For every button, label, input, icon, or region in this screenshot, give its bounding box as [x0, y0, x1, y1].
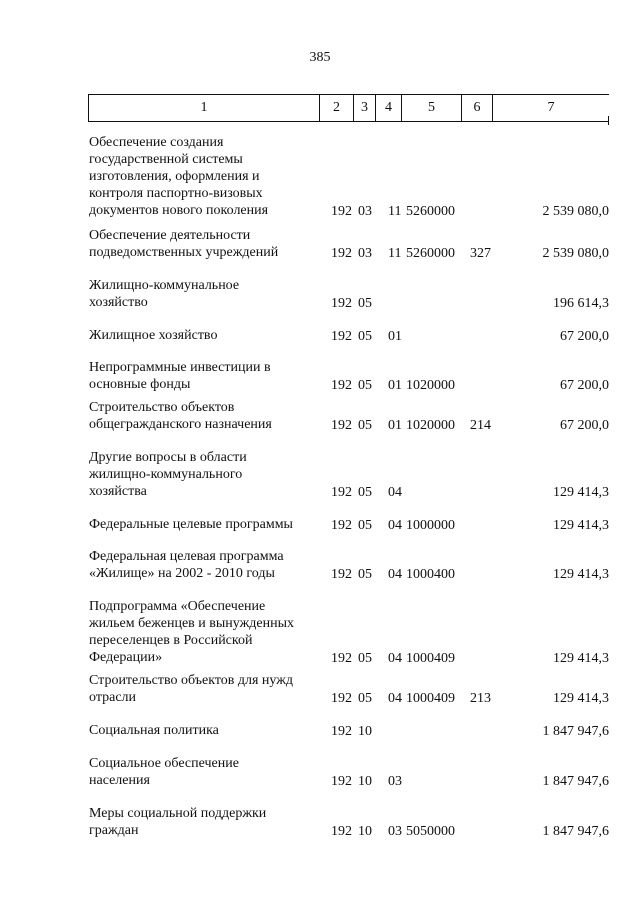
table-row [0, 227, 640, 262]
table-row [0, 449, 640, 501]
table-row [0, 672, 640, 707]
row-cell-2: 192 [331, 204, 352, 219]
row-name: Строительство объектов для нужд отрасли [89, 673, 294, 705]
row-name: Жилищно-коммунальное хозяйство [89, 278, 240, 310]
row-cell-7: 1 847 947,6 [542, 774, 609, 789]
row-cell-6: 214 [470, 418, 491, 433]
row-cell-7: 129 414,3 [553, 567, 609, 582]
row-cell-2: 192 [331, 824, 352, 839]
row-cell-5: 1000409 [406, 651, 455, 666]
row-cell-7: 67 200,0 [560, 378, 609, 393]
row-cell-3: 03 [358, 246, 372, 261]
header-right-tick [608, 116, 609, 125]
row-cell-5: 5260000 [406, 246, 455, 261]
row-cell-7: 1 847 947,6 [542, 824, 609, 839]
row-cell-7: 1 847 947,6 [542, 724, 609, 739]
row-name: Другие вопросы в области жилищно-коммунального хозяйства [89, 450, 247, 499]
table-row [0, 399, 640, 434]
row-cell-3: 05 [358, 296, 372, 311]
table-row [0, 805, 640, 840]
table-row [0, 598, 640, 667]
row-cell-7: 2 539 080,0 [542, 204, 609, 219]
row-name: Меры социальной поддержки граждан [89, 806, 267, 838]
row-cell-4: 04 [388, 691, 402, 706]
row-name: Социальная политика [89, 723, 219, 738]
row-cell-3: 05 [358, 567, 372, 582]
row-cell-4: 11 [388, 246, 402, 261]
row-cell-7: 196 614,3 [553, 296, 609, 311]
table-row [0, 755, 640, 790]
row-cell-5: 1020000 [406, 418, 455, 433]
row-name: Жилищное хозяйство [89, 328, 218, 343]
row-cell-7: 129 414,3 [553, 518, 609, 533]
row-cell-3: 10 [358, 824, 372, 839]
row-name: Обеспечение деятельности подведомственных учреждений [89, 228, 279, 260]
row-cell-7: 67 200,0 [560, 329, 609, 344]
header-col-3: 3 [353, 94, 375, 121]
row-cell-2: 192 [331, 651, 352, 666]
row-cell-7: 129 414,3 [553, 691, 609, 706]
row-cell-3: 10 [358, 724, 372, 739]
row-cell-3: 05 [358, 418, 372, 433]
row-cell-4: 04 [388, 567, 402, 582]
table-row [0, 327, 640, 345]
row-cell-4: 04 [388, 485, 402, 500]
row-cell-4: 01 [388, 329, 402, 344]
row-cell-4: 04 [388, 518, 402, 533]
row-cell-2: 192 [331, 774, 352, 789]
row-name: Строительство объектов общегражданского назначения [89, 400, 272, 432]
row-cell-3: 05 [358, 329, 372, 344]
row-cell-5: 5050000 [406, 824, 455, 839]
row-name: Федеральная целевая программа «Жилище» на 2002 - 2010 годы [89, 549, 284, 581]
row-cell-3: 03 [358, 204, 372, 219]
row-cell-6: 213 [470, 691, 491, 706]
row-cell-2: 192 [331, 329, 352, 344]
row-cell-7: 67 200,0 [560, 418, 609, 433]
row-cell-2: 192 [331, 567, 352, 582]
row-cell-3: 10 [358, 774, 372, 789]
row-cell-2: 192 [331, 485, 352, 500]
row-cell-3: 05 [358, 651, 372, 666]
row-cell-5: 1000000 [406, 518, 455, 533]
table-row [0, 516, 640, 534]
row-cell-2: 192 [331, 518, 352, 533]
table-row [0, 548, 640, 583]
row-cell-2: 192 [331, 691, 352, 706]
row-cell-5: 1000409 [406, 691, 455, 706]
row-name: Федеральные целевые программы [89, 517, 293, 532]
header-bottom-rule [88, 121, 609, 122]
header-col-6: 6 [461, 94, 492, 121]
row-cell-2: 192 [331, 246, 352, 261]
row-cell-3: 05 [358, 518, 372, 533]
header-col-4: 4 [375, 94, 401, 121]
row-cell-3: 05 [358, 378, 372, 393]
row-cell-2: 192 [331, 378, 352, 393]
row-cell-4: 04 [388, 651, 402, 666]
row-cell-5: 1020000 [406, 378, 455, 393]
row-cell-5: 5260000 [406, 204, 455, 219]
header-col-5: 5 [401, 94, 461, 121]
header-col-1: 1 [88, 94, 319, 121]
row-cell-2: 192 [331, 724, 352, 739]
row-cell-4: 01 [388, 378, 402, 393]
table-row [0, 134, 640, 220]
header-col-2: 2 [319, 94, 353, 121]
page-number: 385 [309, 50, 331, 65]
row-name: Социальное обеспечение населения [89, 756, 239, 788]
row-cell-3: 05 [358, 691, 372, 706]
row-cell-2: 192 [331, 296, 352, 311]
row-cell-4: 11 [388, 204, 402, 219]
row-cell-4: 01 [388, 418, 402, 433]
header-col-7: 7 [492, 94, 609, 121]
row-name: Обеспечение создания государственной системы изготовления, оформления и контроля паспортно-визовых документов нового поколения [89, 135, 269, 218]
row-cell-6: 327 [470, 246, 491, 261]
row-name: Непрограммные инвестиции в основные фонды [89, 360, 271, 392]
table-row [0, 722, 640, 740]
table-row [0, 277, 640, 312]
row-name: Подпрограмма «Обеспечение жильем беженцев и вынужденных переселенцев в Российской Федерации» [89, 599, 294, 665]
row-cell-5: 1000400 [406, 567, 455, 582]
row-cell-3: 05 [358, 485, 372, 500]
row-cell-2: 192 [331, 418, 352, 433]
row-cell-4: 03 [388, 774, 402, 789]
row-cell-7: 129 414,3 [553, 485, 609, 500]
row-cell-4: 03 [388, 824, 402, 839]
row-cell-7: 2 539 080,0 [542, 246, 609, 261]
row-cell-7: 129 414,3 [553, 651, 609, 666]
table-row [0, 359, 640, 394]
